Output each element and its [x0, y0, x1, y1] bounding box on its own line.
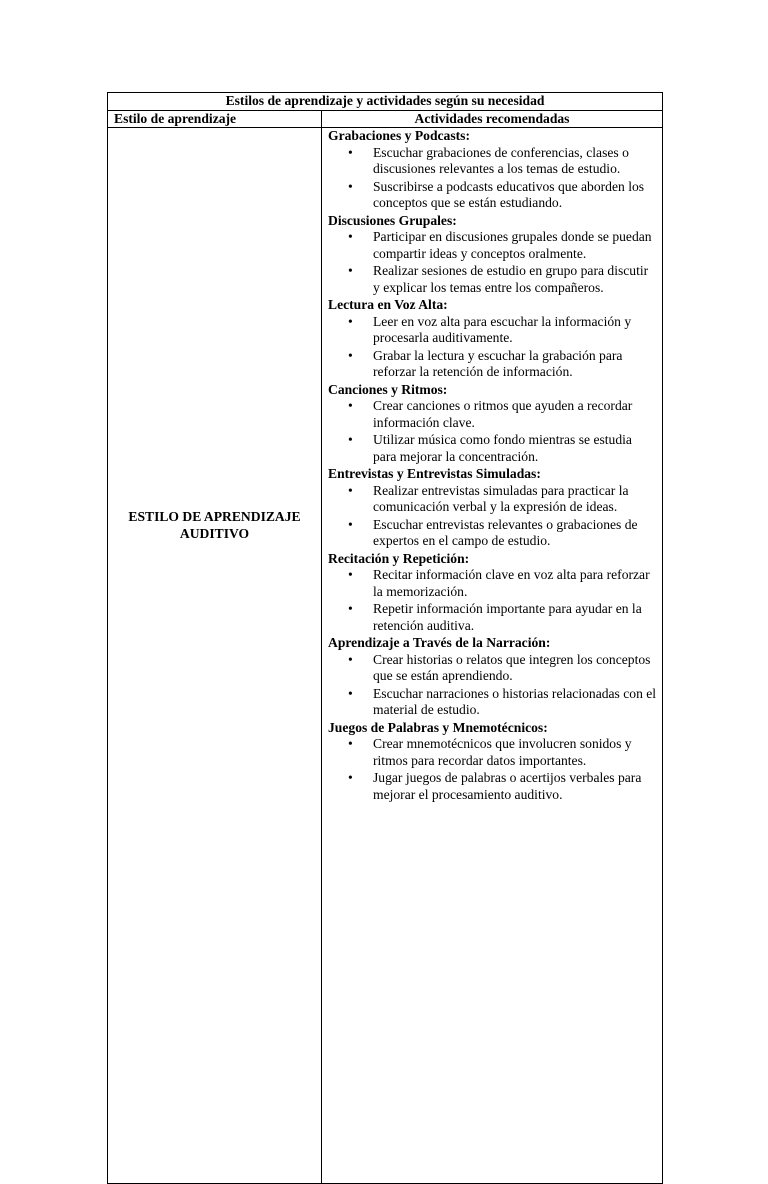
table-title-row	[108, 93, 663, 111]
bullet-icon: •	[348, 651, 353, 667]
list-item	[328, 398, 658, 431]
header-learning-style: Estilo de aprendizaje	[108, 110, 322, 128]
activity-sections	[328, 128, 658, 803]
list-item-text: Escuchar narraciones o historias relacionadas con el material de estudio.	[373, 685, 657, 717]
bullet-icon: •	[348, 263, 353, 278]
list-item	[328, 145, 658, 178]
list-item-text: Crear canciones o ritmos que ayuden a recordar información clave.	[373, 398, 633, 430]
list-item-text: Realizar sesiones de estudio en grupo para discutir y explicar los temas entre los compañeros.	[373, 263, 649, 295]
list-item-text: Jugar juegos de palabras o acertijos verbales para mejorar el procesamiento auditivo.	[373, 770, 642, 802]
list-item	[328, 229, 658, 262]
list-item	[328, 348, 658, 381]
list-item-text: Escuchar entrevistas relevantes o grabaciones de expertos en el campo de estudio.	[373, 516, 638, 548]
section-heading: Entrevistas y Entrevistas Simuladas:	[328, 466, 541, 481]
bullet-list	[328, 483, 658, 550]
bullet-icon: •	[348, 770, 353, 785]
list-item-text: Repetir información importante para ayudar en la retención auditiva.	[373, 601, 642, 633]
table-row	[108, 128, 663, 1184]
list-item-text: Leer en voz alta para escuchar la información y procesarla auditivamente.	[373, 313, 632, 345]
list-item	[328, 263, 658, 296]
list-item-text: Crear historias o relatos que integren los conceptos que se están aprendiendo.	[373, 651, 651, 683]
bullet-list	[328, 652, 658, 719]
list-item	[328, 601, 658, 634]
list-item	[328, 686, 658, 719]
table-title: Estilos de aprendizaje y actividades según su necesidad	[108, 93, 663, 111]
section-heading: Discusiones Grupales:	[328, 212, 457, 228]
bullet-icon: •	[348, 178, 353, 194]
bullet-list	[328, 398, 658, 465]
list-item-text: Grabar la lectura y escuchar la grabación para reforzar la retención de información.	[373, 347, 623, 379]
list-item-text: Crear mnemotécnicos que involucren sonidos y ritmos para recordar datos importantes.	[373, 736, 632, 768]
learning-style-cell	[108, 128, 322, 1184]
bullet-list	[328, 314, 658, 381]
list-item-text: Participar en discusiones grupales donde se puedan compartir ideas y conceptos oralmente.	[373, 229, 652, 261]
list-item	[328, 770, 658, 803]
list-item-text: Realizar entrevistas simuladas para practicar la comunicación verbal y la expresión de ideas.	[373, 482, 629, 514]
section-heading: Recitación y Repetición:	[328, 550, 470, 566]
learning-styles-table	[107, 92, 663, 1184]
bullet-list	[328, 736, 658, 803]
section-heading: Juegos de Palabras y Mnemotécnicos:	[328, 719, 548, 735]
list-item	[328, 736, 658, 769]
list-item	[328, 652, 658, 685]
list-item-text: Recitar información clave en voz alta para reforzar la memorización.	[373, 567, 650, 599]
bullet-icon: •	[348, 601, 353, 616]
bullet-icon: •	[348, 482, 353, 498]
section-heading: Grabaciones y Podcasts:	[328, 128, 470, 143]
table-header-row	[108, 110, 663, 128]
bullet-icon: •	[348, 144, 353, 160]
list-item	[328, 483, 658, 516]
bullet-icon: •	[348, 398, 353, 413]
bullet-icon: •	[348, 736, 353, 751]
bullet-list	[328, 145, 658, 212]
learning-style-label-line2: AUDITIVO	[179, 525, 250, 541]
list-item	[328, 517, 658, 550]
bullet-icon: •	[348, 685, 353, 701]
list-item	[328, 567, 658, 600]
list-item-text: Suscribirse a podcasts educativos que aborden los conceptos que se están estudiando.	[373, 178, 645, 210]
header-recommended-activities: Actividades recomendadas	[322, 110, 663, 128]
section-heading: Canciones y Ritmos:	[328, 381, 448, 397]
list-item	[328, 179, 658, 212]
bullet-list	[328, 567, 658, 634]
list-item	[328, 432, 658, 465]
list-item-text: Escuchar grabaciones de conferencias, clases o discusiones relevantes a los temas de estudio.	[373, 144, 629, 176]
section-heading: Lectura en Voz Alta:	[328, 297, 448, 312]
bullet-icon: •	[348, 567, 353, 582]
activities-cell	[322, 128, 663, 1184]
bullet-icon: •	[348, 229, 353, 244]
bullet-icon: •	[348, 516, 353, 532]
bullet-icon: •	[348, 432, 353, 447]
section-heading: Aprendizaje a Través de la Narración:	[328, 635, 551, 650]
bullet-list	[328, 229, 658, 296]
list-item	[328, 314, 658, 347]
list-item-text: Utilizar música como fondo mientras se estudia para mejorar la concentración.	[373, 432, 632, 464]
bullet-icon: •	[348, 313, 353, 329]
bullet-icon: •	[348, 347, 353, 363]
learning-style-label-line1: ESTILO DE APRENDIZAJE	[128, 509, 301, 524]
